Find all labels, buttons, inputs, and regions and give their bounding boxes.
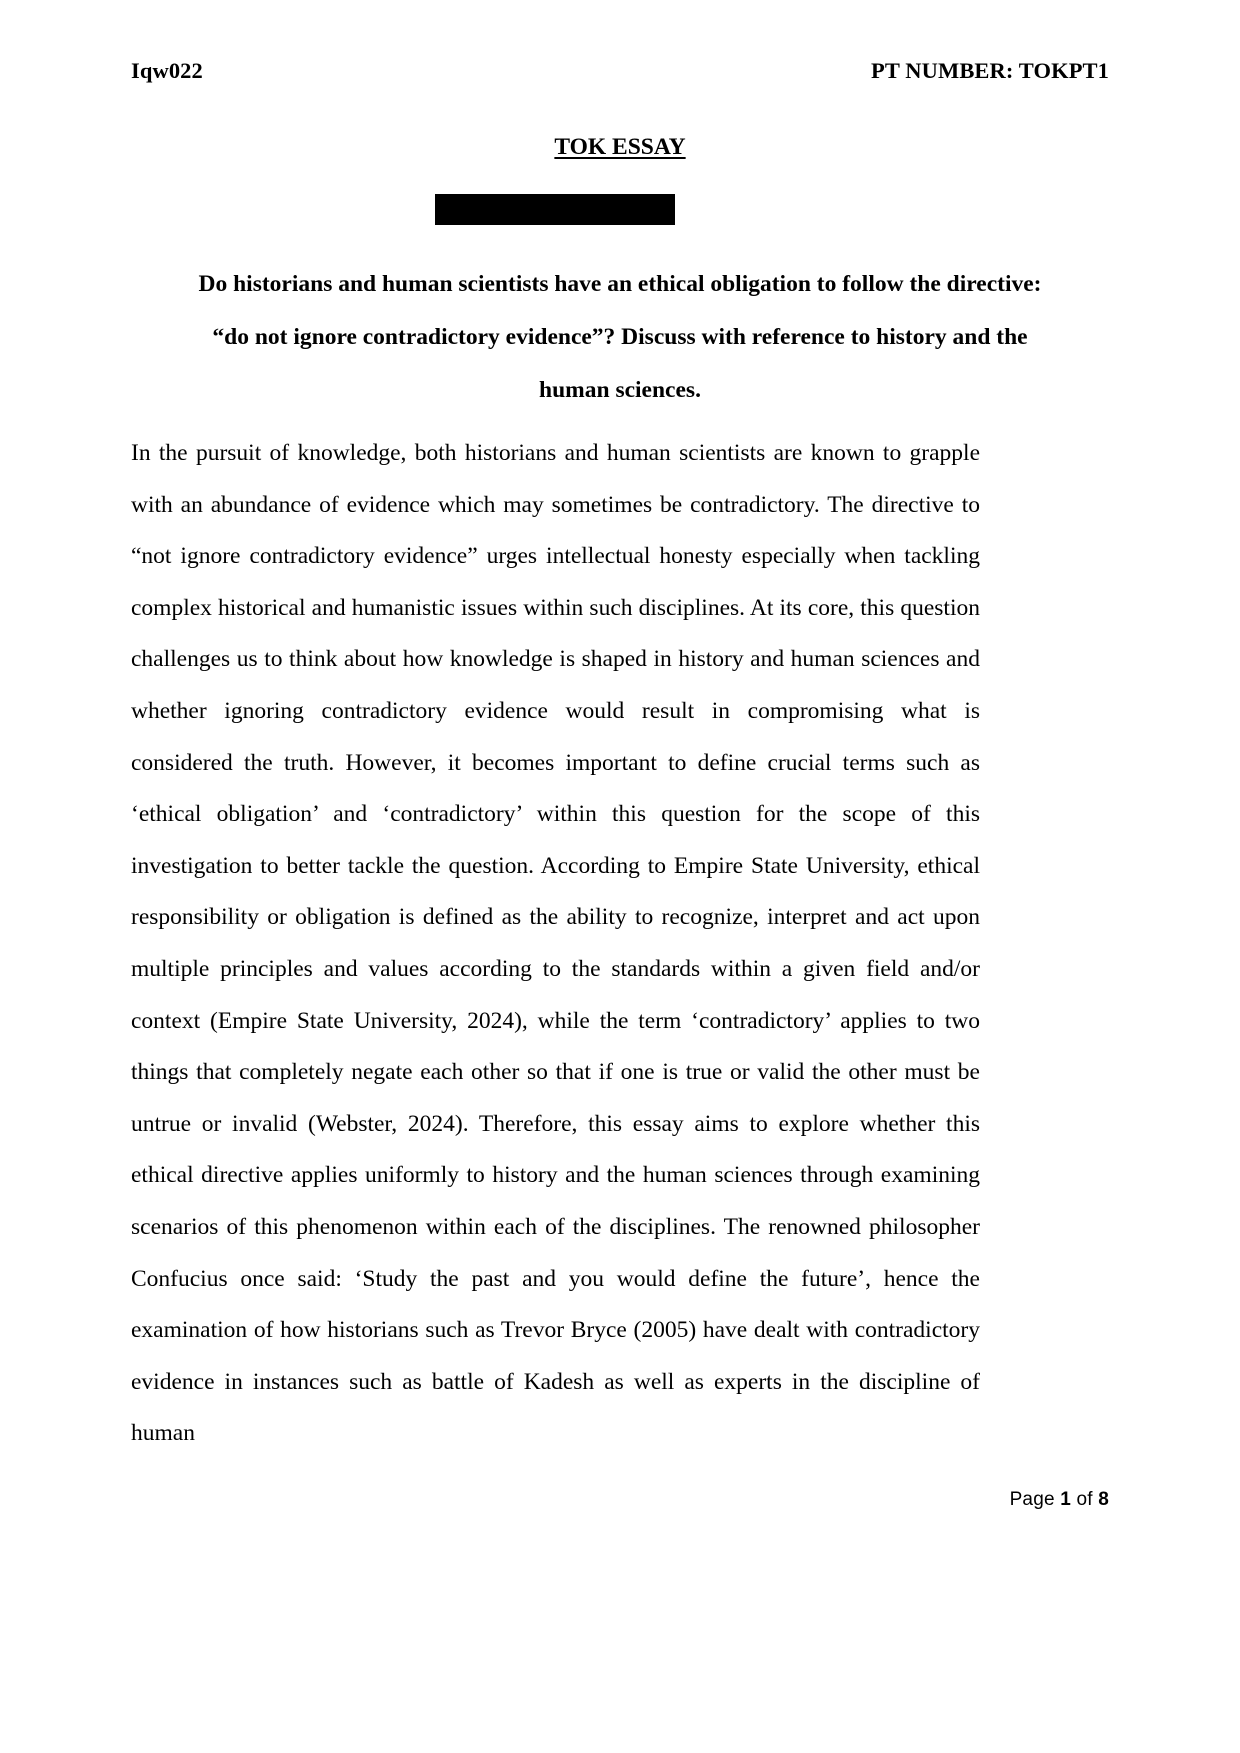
essay-prompt-title bbox=[131, 258, 1109, 417]
prompt-line-1: Do historians and human scientists have an ethical obligation to follow the directive: bbox=[198, 271, 1042, 297]
page-footer bbox=[1010, 1489, 1109, 1511]
prompt-line-3: human sciences. bbox=[539, 377, 701, 403]
document-header bbox=[131, 58, 1109, 84]
footer-prefix: Page bbox=[1009, 1489, 1061, 1510]
redaction-bar bbox=[435, 194, 675, 225]
header-candidate-code: Iqw022 bbox=[131, 58, 203, 83]
essay-type-label-text: TOK ESSAY bbox=[554, 134, 686, 160]
essay-type-label bbox=[0, 134, 1240, 161]
body-paragraph-1: In the pursuit of knowledge, both historians and human scientists are known to grapple with an abundance of evidence which may sometimes be contradictory. The directive to “not ignore contradictory evidence” urges intellectual honesty especially when tackling complex historical and humanistic issues within such disciplines. At its core, this question challenges us to think about how knowledge is shaped in history and human sciences and whether ignoring contradictory evidence would result in compromising what is considered the truth. However, it becomes important to define crucial terms such as ‘ethical obligation’ and ‘contradictory’ within this question for the scope of this investigation to better tackle the question. According to Empire State University, ethical responsibility or obligation is defined as the ability to recognize, interpret and act upon multiple principles and values according to the standards within a given field and/or context (Empire State University, 2024), while the term ‘contradictory’ applies to two things that completely negate each other so that if one is true or valid the other must be untrue or invalid (Webster, 2024). Therefore, this essay aims to explore whether this ethical directive applies uniformly to history and the human sciences through examining scenarios of this phenomenon within each of the disciplines. The renowned philosopher Confucius once said: ‘Study the past and you would define the future’, hence the examination of how historians such as Trevor Bryce (2005) have dealt with contradictory evidence in instances such as battle of Kadesh as well as experts in the discipline of human bbox=[131, 440, 980, 1447]
essay-body bbox=[131, 428, 980, 1460]
footer-total-pages: 8 bbox=[1098, 1489, 1109, 1510]
prompt-line-2: “do not ignore contradictory evidence”? Discuss with reference to history and the bbox=[212, 324, 1028, 350]
footer-separator: of bbox=[1071, 1489, 1099, 1510]
footer-current-page: 1 bbox=[1060, 1489, 1071, 1510]
header-pt-number: PT NUMBER: TOKPT1 bbox=[871, 58, 1109, 83]
